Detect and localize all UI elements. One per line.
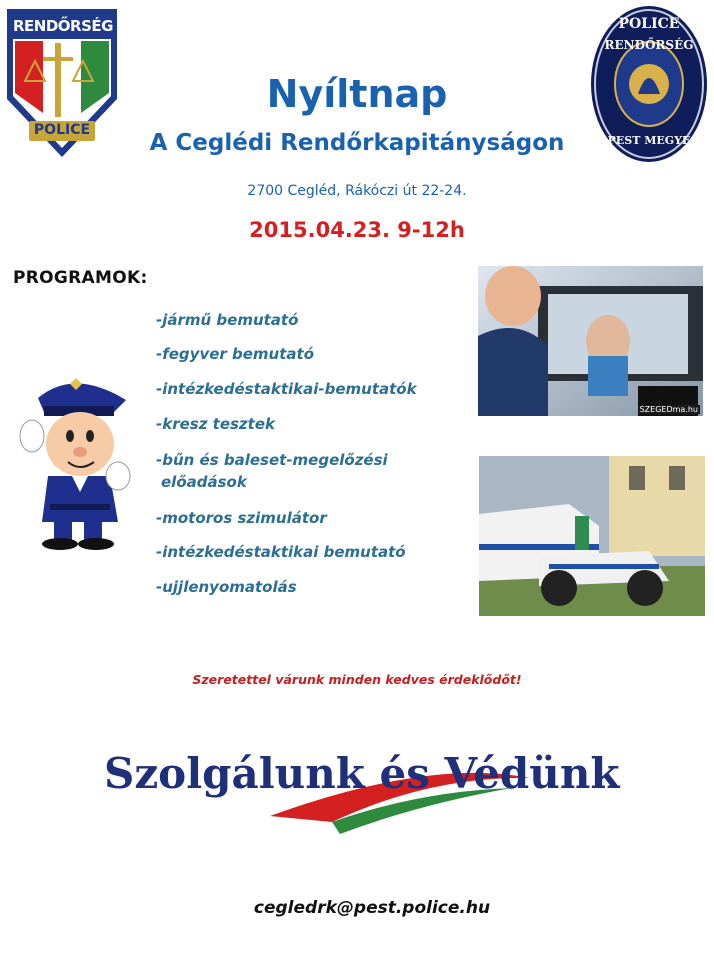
badge-bottom-text: POLICE: [33, 122, 91, 138]
event-datetime: 2015.04.23. 9-12h: [249, 218, 465, 242]
program-item: előadások: [161, 473, 247, 491]
photo-credit: SZEGEDma.hu: [639, 405, 698, 414]
badge-rendorseg-text: RENDŐRSÉG: [604, 38, 694, 52]
contact-email: cegledrk@pest.police.hu: [253, 898, 491, 918]
program-item: -motoros szimulátor: [156, 509, 327, 527]
badge-top-text: RENDŐRSÉG: [13, 17, 113, 35]
program-item: -jármű bemutató: [156, 311, 299, 329]
program-item: -fegyver bemutató: [156, 345, 314, 363]
page-title: Nyíltnap: [266, 72, 448, 116]
program-item: -intézkedéstaktikai bemutató: [156, 543, 406, 561]
police-motorcycle-photo: [479, 456, 705, 616]
szolgalunk-es-vedunk-logo: [100, 736, 644, 840]
programs-heading: PROGRAMOK:: [13, 268, 148, 288]
page-subtitle: A Ceglédi Rendőrkapitányságon: [149, 130, 565, 156]
program-item: -intézkedéstaktikai-bemutatók: [156, 380, 417, 398]
badge-police-text: POLICE: [618, 16, 680, 32]
cartoon-policeman-illustration: [14, 372, 134, 550]
address: 2700 Cegléd, Rákóczi út 22-24.: [247, 183, 467, 199]
welcome-message: Szeretettel várunk minden kedves érdeklődőt!: [192, 672, 522, 687]
badge-pest-megye-text: PEST MEGYE: [607, 134, 691, 147]
police-car-photo: [478, 266, 703, 416]
program-item: -kresz tesztek: [156, 415, 275, 433]
program-item: -ujjlenyomatolás: [156, 578, 297, 596]
program-item: -bűn és baleset-megelőzési: [156, 451, 388, 469]
slogan-text: Szolgálunk és Védünk: [104, 749, 620, 798]
